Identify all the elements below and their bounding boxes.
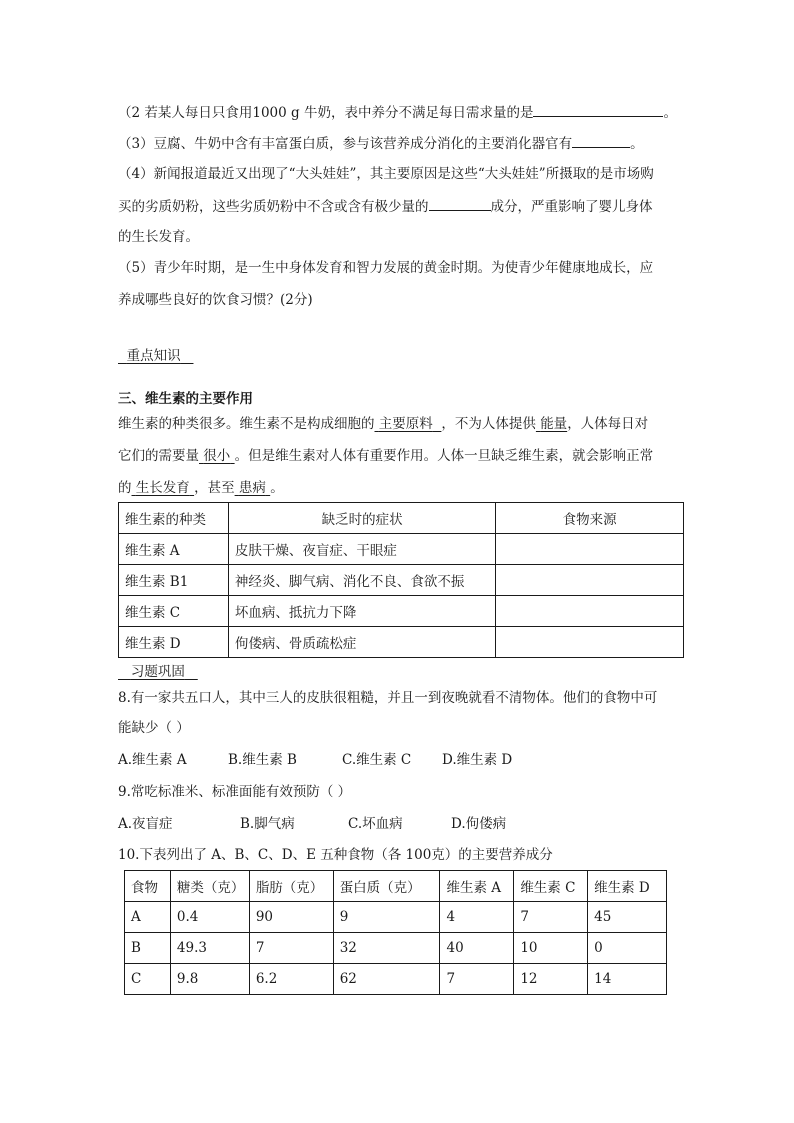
food-nutrition-table [124,870,667,995]
table-cell: 9 [333,902,440,933]
table-row [119,627,684,658]
question-8-line1: 8.有一家共五口人，其中三人的皮肤很粗糙，并且一到夜晚就看不清物体。他们的食物中可 [118,690,658,706]
table-cell: 14 [588,964,667,995]
table-cell: 7 [440,964,514,995]
table-row [119,596,684,627]
question-4-line2 [118,196,653,217]
table-row [119,565,684,596]
key-knowledge-label [118,348,193,364]
option-a: A.维生素 A [118,752,187,768]
table-cell: A [125,902,171,933]
practice-text: 习题巩固 [130,664,185,680]
table-cell: 0 [588,933,667,964]
table-cell: 佝偻病、骨质疏松症 [228,627,496,658]
table-header-cell: 糖类（克） [170,871,249,902]
section-3-paragraph-line2 [118,446,653,466]
question-3-end: 。 [630,136,644,152]
question-4-line2-b: 成分，严重影响了婴儿身体 [490,199,653,215]
answer-blank [533,102,663,117]
table-cell: 维生素 C [119,596,229,627]
table-cell: 45 [588,902,667,933]
table-cell: 坏血病、抵抗力下降 [228,596,496,627]
question-4-line1: （4）新闻报道最近又出现了“大头娃娃”，其主要原因是这些“大头娃娃”所摄取的是市场购 [118,166,654,182]
table-header-cell: 脂肪（克） [249,871,333,902]
question-5-line1: （5）青少年时期，是一生中身体发育和智力发展的黄金时期。为使青少年健康地成长，应 [118,260,654,276]
option-b: B.维生素 B [228,752,297,768]
table-header-cell: 维生素的种类 [119,503,229,534]
filled-blank [199,448,235,464]
table-cell: 维生素 D [119,627,229,658]
question-10-text: 10.下表列出了 A、B、C、D、E 五种食物（各 100克）的主要营养成分 [118,847,553,863]
table-header-cell: 维生素 C [514,871,588,902]
table-cell: 90 [249,902,333,933]
question-2 [118,102,677,123]
table-cell: 4 [440,902,514,933]
section-3-paragraph-line3 [118,478,284,498]
table-header-cell: 缺乏时的症状 [228,503,496,534]
question-3-text: （3）豆腐、牛奶中含有丰富蛋白质，参与该营养成分消化的主要消化器官有 [118,136,573,152]
section-3-paragraph-line1 [118,414,648,434]
question-3 [118,133,644,154]
table-cell [496,565,684,596]
table-cell: B [125,933,171,964]
filled-answer: 生长发育 [135,480,190,496]
table-header-cell: 维生素 A [440,871,514,902]
practice-heading [118,662,198,682]
table-cell [496,596,684,627]
table-header-row [125,871,667,902]
question-8-line2: 能缺少（ ） [118,720,190,736]
table-cell: 7 [514,902,588,933]
table-row [119,534,684,565]
key-knowledge-heading [118,346,193,366]
question-2-end: 。 [663,105,677,121]
text-segment: 。但是维生素对人体有重要作用。人体一旦缺乏维生素，就会影响正常 [234,448,654,464]
question-9-text: 9.常吃标准米、标准面能有效预防（ ） [118,784,352,800]
question-4-line2-a: 买的劣质奶粉，这些劣质奶粉中不含或含有极少量的 [118,199,429,215]
table-header-row [119,503,684,534]
option-d: D.维生素 D [442,752,513,768]
filled-answer: 很小 [203,448,231,464]
table-cell: 62 [333,964,440,995]
table-header-cell: 食物 [125,871,171,902]
filled-answer: 能量 [540,416,568,432]
table-cell [496,627,684,658]
option-a: A.夜盲症 [118,816,173,832]
text-segment: ，人体每日对 [567,416,649,432]
text-segment: 。 [270,480,284,496]
filled-answer: 患病 [238,480,266,496]
question-5-line2: 养成哪些良好的饮食习惯？(2分) [118,292,313,308]
option-c: C.维生素 C [342,752,412,768]
option-c: C.坏血病 [348,816,403,832]
question-9-options [118,814,506,834]
table-cell: 0.4 [170,902,249,933]
question-4-line3: 的生长发育。 [118,229,199,245]
table-row [125,902,667,933]
text-segment: 的 [118,480,132,496]
table-header-cell: 食物来源 [496,503,684,534]
table-cell: 7 [249,933,333,964]
vitamin-table [118,502,684,658]
table-cell: 维生素 A [119,534,229,565]
table-cell: 12 [514,964,588,995]
table-cell: 维生素 B1 [119,565,229,596]
practice-label [118,664,198,680]
table-cell: 10 [514,933,588,964]
filled-answer: 主要原料 [378,416,433,432]
question-2-text: （2 若某人每日只食用1000 g 牛奶，表中养分不满足每日需求量的是 [118,105,534,121]
table-header-cell: 蛋白质（克） [333,871,440,902]
table-row [125,933,667,964]
filled-blank [375,416,442,432]
table-cell: 神经炎、脚气病、消化不良、食欲不振 [228,565,496,596]
option-d: D.佝偻病 [451,816,507,832]
table-cell: 6.2 [249,964,333,995]
table-cell: 9.8 [170,964,249,995]
question-8-options [118,750,512,770]
filled-blank [536,416,567,432]
answer-blank [429,196,491,211]
table-cell: 49.3 [170,933,249,964]
text-segment: 维生素的种类很多。维生素不是构成细胞的 [118,416,375,432]
table-row [125,964,667,995]
filled-blank [235,480,271,496]
table-cell: 皮肤干燥、夜盲症、干眼症 [228,534,496,565]
text-segment: ，不为人体提供 [441,416,536,432]
answer-blank [572,133,630,148]
table-cell: C [125,964,171,995]
option-b: B.脚气病 [240,816,295,832]
table-cell [496,534,684,565]
filled-blank [132,480,195,496]
table-cell: 32 [333,933,440,964]
text-segment: 它们的需要量 [118,448,199,464]
text-segment: ，甚至 [194,480,235,496]
table-header-cell: 维生素 D [588,871,667,902]
table-cell: 40 [440,933,514,964]
section-3-title: 三、维生素的主要作用 [118,391,253,407]
key-knowledge-text: 重点知识 [126,348,181,364]
